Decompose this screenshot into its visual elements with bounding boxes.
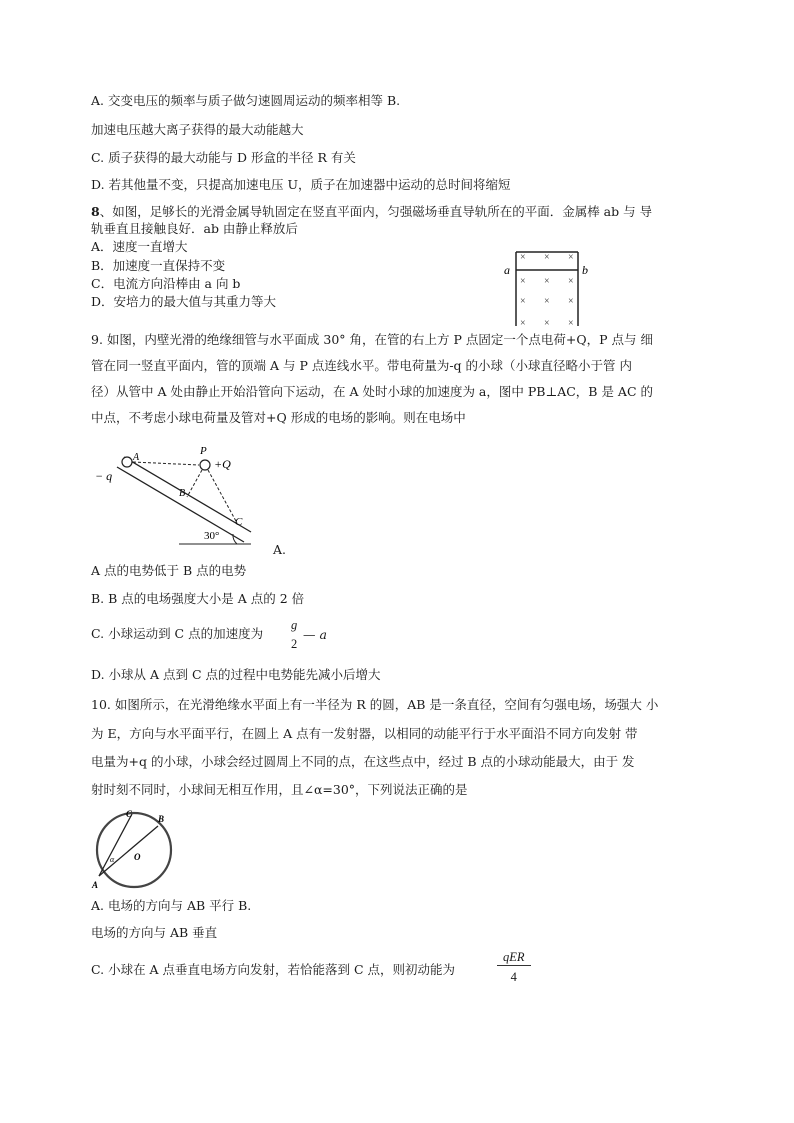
point-charge-p: [200, 460, 210, 470]
q10-stem-line1: 10. 如图所示，在光滑绝缘水平面上有一半径为 R 的圆，AB 是一条直径，空间有匀强电场，场强大 小: [91, 697, 659, 712]
cross-mark: ×: [568, 296, 574, 307]
q8-stem-text: 、如图，足够长的光滑金属导轨固定在竖直平面内，匀强磁场垂直导轨所在的平面．金属棒 ab 与 导: [99, 204, 653, 219]
q9-option-c-minus-a: — a: [303, 627, 327, 642]
q9-option-b: B. B 点的电场强度大小是 A 点的 2 倍: [91, 591, 305, 606]
q10-stem-line4: 射时刻不同时，小球间无相互作用，且∠α=30°，下列说法正确的是: [91, 782, 468, 797]
label-o: O: [134, 852, 141, 862]
label-b: b: [582, 263, 588, 277]
q10-circle-figure: [88, 808, 178, 890]
q10-option-b: 电场的方向与 AB 垂直: [91, 925, 218, 940]
label-minus-q: − q: [95, 469, 113, 483]
q9-option-d: D. 小球从 A 点到 C 点的过程中电势能先减小后增大: [91, 667, 381, 682]
cross-mark: ×: [544, 318, 550, 328]
cross-mark: ×: [568, 252, 574, 263]
q9-option-c-fraction: [289, 618, 299, 652]
q9-option-a: A 点的电势低于 B 点的电势: [91, 563, 247, 578]
tube-wall-upper: [124, 457, 251, 532]
q8-option-b: B．加速度一直保持不变: [91, 258, 226, 273]
fraction-denominator: 4: [510, 970, 517, 984]
tube-wall-lower: [117, 467, 244, 542]
label-a: a: [504, 263, 510, 277]
circle: [97, 813, 171, 887]
line-ap: [133, 462, 199, 465]
cross-mark: ×: [568, 318, 574, 328]
diameter-ab: [99, 826, 158, 876]
q10-option-a: A. 电场的方向与 AB 平行 B.: [91, 898, 252, 913]
q7-option-c: C. 质子获得的最大动能与 D 形盒的半径 R 有关: [91, 150, 356, 165]
q8-option-d: D．安培力的最大值与其重力等大: [91, 294, 277, 309]
q7-option-d: D. 若其他量不变，只提高加速电压 U，质子在加速器中运动的总时间将缩短: [91, 177, 511, 192]
q9-option-a-label: A.: [273, 542, 287, 557]
q9-stem-line4: 中点，不考虑小球电荷量及管对+Q 形成的电场的影响。则在电场中: [91, 410, 466, 425]
cross-mark: ×: [568, 276, 574, 287]
q9-stem-line1: 9. 如图，内壁光滑的绝缘细管与水平面成 30° 角，在管的右上方 P 点固定一个点电荷+Q，P 点与 细: [91, 332, 653, 347]
line-pb: [187, 470, 202, 497]
fraction-numerator: g: [291, 618, 298, 632]
cross-mark: ×: [520, 276, 526, 287]
q9-option-c-text: C. 小球运动到 C 点的加速度为: [91, 626, 264, 641]
q8-stem-line1: [91, 204, 652, 220]
q7-option-a: A. 交变电压的频率与质子做匀速圆周运动的频率相等 B.: [91, 93, 401, 108]
cross-mark: ×: [544, 276, 550, 287]
label-b: B: [158, 814, 165, 824]
cross-mark: ×: [520, 318, 526, 328]
q10-option-c: C. 小球在 A 点垂直电场方向发射，若恰能落到 C 点，则初动能为: [91, 962, 456, 977]
chord-ac: [99, 814, 132, 876]
q9-stem-line2: 管在同一竖直平面内，管的顶端 A 与 P 点连线水平。带电荷量为-q 的小球（小球直径略小于管 内: [91, 358, 633, 373]
cross-mark: ×: [520, 296, 526, 307]
q7-option-b: 加速电压越大离子获得的最大动能越大: [91, 122, 304, 137]
q9-option-c: [91, 626, 263, 642]
label-b: B: [179, 488, 186, 499]
magnetic-field-crosses: [520, 252, 574, 328]
label-alpha: α: [110, 855, 115, 864]
q8-stem-line2: 轨垂直且接触良好．ab 由静止释放后: [91, 221, 298, 236]
label-plus-q: +Q: [214, 457, 231, 471]
q10-stem-line2: 为 E，方向与水平面平行，在圆上 A 点有一发射器，以相同的动能平行于水平面沿不同方向发射 带: [91, 726, 638, 741]
q8-rail-figure: [500, 246, 600, 328]
q10-option-c-fraction: [497, 950, 531, 985]
cross-mark: ×: [520, 252, 526, 263]
q10-stem-line3: 电量为+q 的小球，小球会经过圆周上不同的点，在这些点中，经过 B 点的小球动能最大，由于 发: [91, 754, 635, 769]
q9-stem-line3: 径）从管中 A 处由静止开始沿管向下运动，在 A 处时小球的加速度为 a，图中 PB⊥AC，B 是 AC 的: [91, 384, 653, 399]
label-c: C: [126, 809, 133, 819]
label-c: C: [235, 516, 243, 528]
label-angle: 30°: [204, 530, 220, 542]
q9-tube-figure: [91, 440, 266, 546]
fraction-denominator: 2: [291, 637, 298, 651]
small-ball: [122, 457, 132, 467]
q8-option-c: C．电流方向沿棒由 a 向 b: [91, 276, 241, 291]
label-a: A: [92, 880, 99, 890]
q8-option-a: A．速度一直增大: [91, 239, 188, 254]
label-a: A: [133, 452, 140, 463]
q8-number: 8: [91, 204, 100, 219]
cross-mark: ×: [544, 252, 550, 263]
fraction-numerator: qER: [497, 950, 531, 966]
label-p: P: [200, 445, 207, 457]
cross-mark: ×: [544, 296, 550, 307]
